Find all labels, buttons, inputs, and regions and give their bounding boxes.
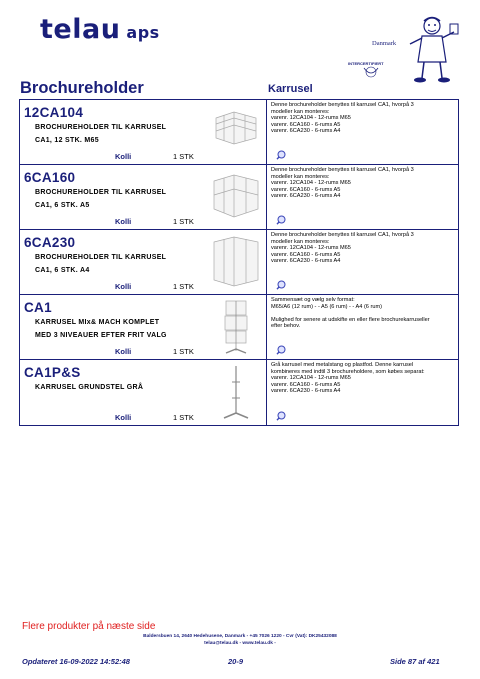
kolli-quantity: 1 STK	[173, 413, 194, 422]
product-description	[35, 122, 166, 147]
description-line: CA1, 6 STK. A5	[35, 201, 90, 209]
kolli-label: Kolli	[115, 282, 132, 291]
product-details: Denne brochureholder benyttes til karrusel CA1, hvorpå 3 modeller kan monteres: varenr. 12CA104 - 12-rums M65 varenr. 6CA160 - 6-rums A5 varenr. 6CA230 - 6-rums A4	[271, 232, 414, 265]
kolli-quantity: 1 STK	[173, 217, 194, 226]
product-info	[20, 165, 267, 229]
description-line: BROCHUREHOLDER TIL KARRUSEL	[35, 254, 167, 261]
product-info	[20, 295, 267, 359]
kolli-quantity: 1 STK	[173, 152, 194, 161]
product-description	[35, 187, 166, 212]
description-line: BROCHUREHOLDER TIL KARRUSEL	[35, 124, 167, 131]
description-line: MED 3 NIVEAUER EFTER FRIT VALG	[35, 331, 167, 339]
product-description	[35, 252, 166, 277]
category-title: Karrusel	[268, 83, 313, 95]
product-code: CA1	[24, 300, 52, 315]
description-line: CA1, 6 STK. A4	[35, 266, 90, 274]
product-details: Denne brochureholder benyttes til karrusel CA1, hvorpå 3 modeller kan monteres: varenr. 12CA104 - 12-rums M65 varenr. 6CA160 - 6-rums A5 varenr. 6CA230 - 6-rums A4	[271, 167, 414, 200]
zoom-icon[interactable]	[276, 215, 286, 225]
zoom-icon[interactable]	[276, 345, 286, 355]
product-row	[20, 230, 458, 295]
kolli-label: Kolli	[115, 413, 132, 422]
product-image[interactable]	[210, 169, 262, 225]
product-details: Sammensæt og vælg selv format: M65/A6 (12 rum) - - A5 (6 rum) - - A4 (6 rum) Mulighed for senere at udskifte en eller flere brochurekarruseller efter behov.	[271, 297, 430, 330]
product-row	[20, 295, 458, 360]
kolli-label: Kolli	[115, 217, 132, 226]
product-info	[20, 100, 267, 164]
description-line: BROCHUREHOLDER TIL KARRUSEL	[35, 189, 167, 196]
zoom-icon[interactable]	[276, 411, 286, 421]
kolli-quantity: 1 STK	[173, 347, 194, 356]
mascot-icon	[402, 14, 462, 84]
product-image[interactable]	[210, 104, 262, 160]
product-info	[20, 230, 267, 294]
certification-badge-icon	[346, 58, 396, 80]
country-label: Danmark	[372, 40, 397, 47]
company-logo	[40, 14, 160, 45]
product-image[interactable]	[210, 299, 262, 355]
kolli-label: Kolli	[115, 152, 132, 161]
description-line: KARRUSEL MIx& MACH KOMPLET	[35, 319, 160, 326]
product-code: CA1P&S	[24, 365, 81, 380]
product-code: 12CA104	[24, 105, 84, 120]
updated-timestamp: Opdateret 16-09-2022 14:52:48	[22, 657, 130, 666]
product-code: 6CA160	[24, 170, 76, 185]
company-address: Baldersbuen 14, 2640 Hedehusene, Danmark - +45 7026 1220 - Cvr (Vat): DK25432088	[143, 634, 337, 639]
product-table	[19, 99, 459, 426]
product-row	[20, 100, 458, 165]
badge-text: INTERCERTIFIERT	[348, 61, 384, 66]
page-code: 20-9	[228, 657, 244, 666]
logo-main-text: telau	[40, 14, 121, 45]
company-contact: telau@telau.dk - www.telau.dk -	[204, 641, 276, 646]
description-line: KARRUSEL GRUNDSTEL GRÅ	[35, 384, 144, 391]
product-image[interactable]	[210, 364, 262, 420]
product-row	[20, 360, 458, 425]
zoom-icon[interactable]	[276, 150, 286, 160]
description-line: CA1, 12 STK. M65	[35, 136, 99, 144]
more-products-link[interactable]: Flere produkter på næste side	[22, 621, 156, 632]
product-image[interactable]	[210, 234, 262, 290]
logo-sub-text: aps	[126, 23, 160, 42]
product-description	[35, 382, 143, 395]
product-info	[20, 360, 267, 425]
section-title: Brochureholder	[20, 79, 144, 97]
page-number: Side 87 af 421	[390, 657, 440, 666]
product-row	[20, 165, 458, 230]
kolli-quantity: 1 STK	[173, 282, 194, 291]
product-details: Denne brochureholder benyttes til karrusel CA1, hvorpå 3 modeller kan monteres: varenr. 12CA104 - 12-rums M65 varenr. 6CA160 - 6-rums A5 varenr. 6CA230 - 6-rums A4	[271, 102, 414, 135]
product-details: Grå karrusel med metalstang og plastfod. Denne karrusel kombineres med indtil 3 brochureholdere, som købes separat: varenr. 12CA104 - 12-rums M65 varenr. 6CA160 - 6-rums A5 varenr. 6CA230 - 6-rums A4	[271, 362, 425, 395]
zoom-icon[interactable]	[276, 280, 286, 290]
kolli-label: Kolli	[115, 347, 132, 356]
product-description	[35, 317, 167, 342]
product-code: 6CA230	[24, 235, 76, 250]
